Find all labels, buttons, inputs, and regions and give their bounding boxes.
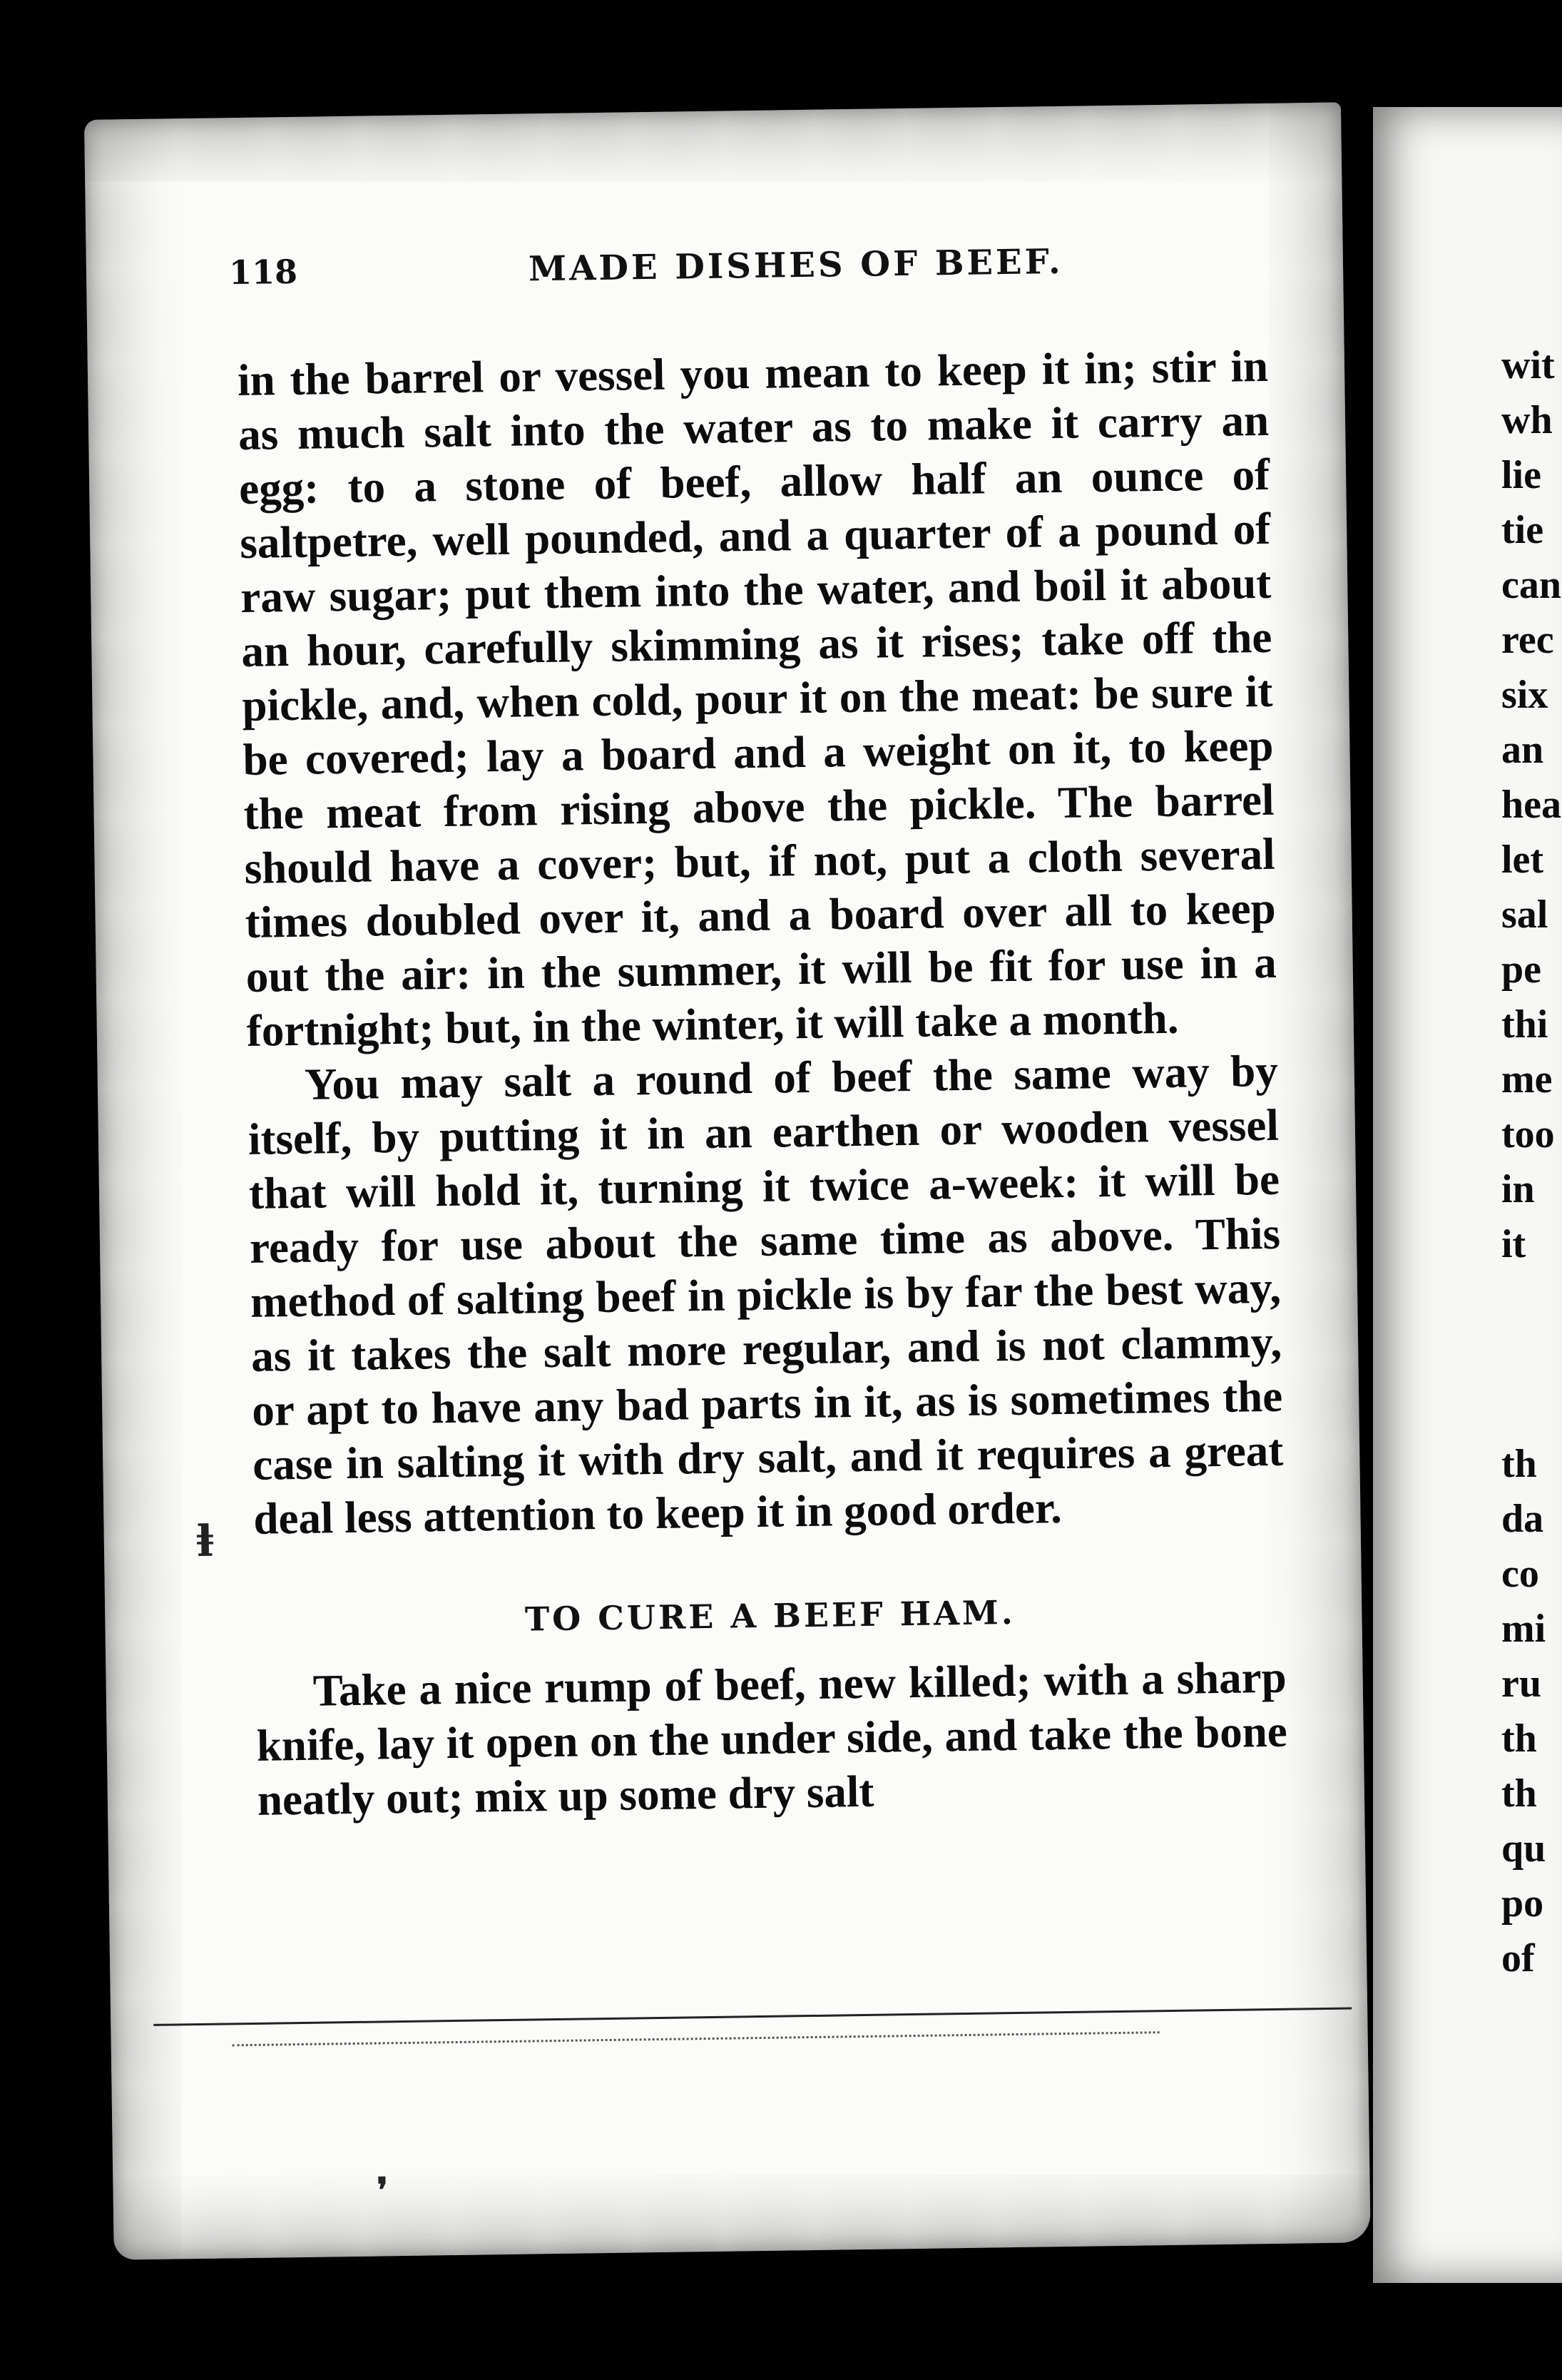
right-page-fragment: thi (1501, 1002, 1548, 1047)
bottom-rule (153, 2007, 1352, 2025)
right-page-fragment: th (1501, 1442, 1537, 1486)
right-page-fragment: mi (1501, 1607, 1546, 1651)
right-page-fragment: wh (1501, 398, 1553, 442)
right-page-fragment: pe (1501, 947, 1541, 992)
right-page-fragment: tie (1501, 508, 1544, 552)
ink-blot-mark: ❜ (377, 2170, 389, 2211)
right-page-fragment: sal (1501, 892, 1548, 937)
right-page-fragment: qu (1501, 1826, 1546, 1871)
paragraph-2: You may salt a round of beef the same way by itself, by putting it in an earthen or wooden vessel that will hold it, turning it twice a-week: it will be ready for use about the same time as above. This method of salting beef in pickle is by far the best way, as it takes the salt more regular, and is not clammy, or apt to have any bad parts in it, as is sometimes the case in salting it with dry salt, and it requires a great deal less attention to keep it in good order. (247, 1045, 1284, 1544)
right-page-fragment: lie (1501, 453, 1541, 497)
left-page (84, 102, 1371, 2259)
right-page-fragment: ru (1501, 1662, 1541, 1706)
right-page-fragment: let (1501, 838, 1544, 882)
right-page-fragment: th (1501, 1771, 1537, 1816)
right-page-fragment: th (1501, 1717, 1537, 1761)
running-title: MADE DISHES OF BEEF. (528, 241, 1063, 290)
right-page-fragment: wit (1501, 343, 1555, 387)
right-page-fragment: me (1501, 1057, 1553, 1102)
right-page-fragment: too (1501, 1112, 1555, 1156)
page-header (228, 233, 1227, 311)
bottom-dotted-line (233, 2031, 1160, 2046)
section-paragraph: Take a nice rump of beef, new killed; with a sharp knife, lay it open on the under side, and take the bone neatly out; mix up some dry salt (256, 1652, 1288, 1825)
right-page-fragment: it (1501, 1222, 1526, 1266)
right-page-fragment: co (1501, 1552, 1539, 1596)
right-page-fragment: of (1501, 1936, 1535, 1980)
page-body (238, 339, 1289, 1827)
right-page-fragment: po (1501, 1881, 1544, 1926)
right-page-fragment: hea (1501, 783, 1561, 827)
section-heading: TO CURE A BEEF HAM. (524, 1592, 1016, 1639)
margin-annotation-mark: ⱡ (196, 1516, 214, 1567)
right-page-fragment: six (1501, 673, 1548, 717)
page-number: 118 (228, 252, 298, 293)
right-page-fragment: can (1501, 563, 1561, 607)
right-page-fragment: an (1501, 728, 1544, 772)
right-page-fragment: da (1501, 1497, 1544, 1541)
right-page-fragment: in (1501, 1167, 1535, 1211)
paragraph-1: in the barrel or vessel you mean to keep it in; stir in as much salt into the water as to make it carry an egg: to a stone of beef, allow half an ounce of saltpetre, well pounded, and a quarter of a pound of raw sugar; put them into the water, and boil it about an hour, carefully skimming as it rises; take off the pickle, and, when cold, pour it on the meat: be sure it be covered; lay a board and a weight on it, to keep the meat from rising above the pickle. The barrel should have a cover; but, if not, put a cloth several times doubled over it, and a board over all to keep out the air: in the summer, it will be fit for use in a fortnight; but, in the winter, it will take a month. (237, 340, 1277, 1056)
right-page-fragment: rec (1501, 618, 1554, 662)
